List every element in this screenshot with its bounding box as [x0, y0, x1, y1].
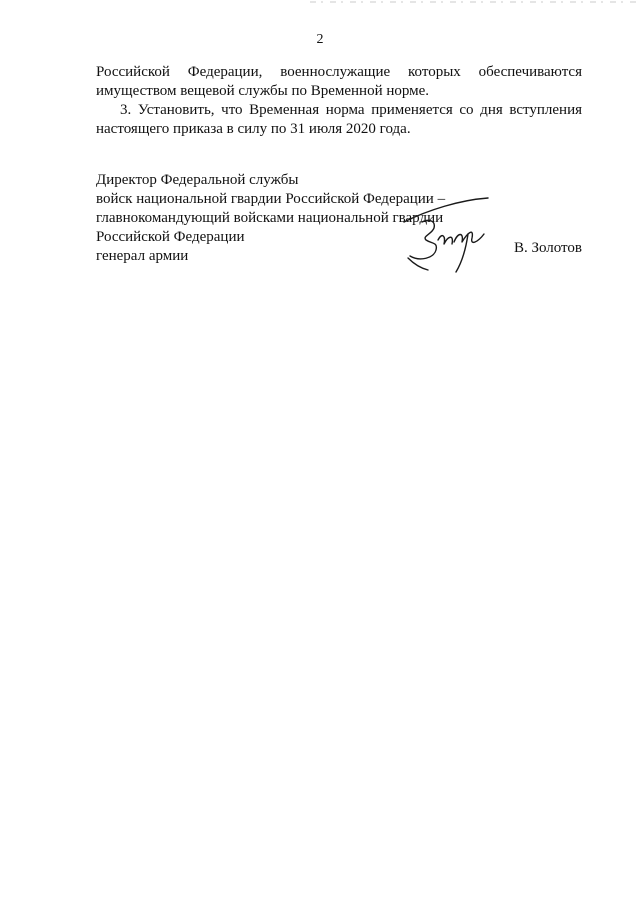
handwritten-signature	[398, 192, 498, 276]
body-text	[96, 63, 582, 139]
paragraph-1-line-2: имуществом вещевой службы по Временной норме.	[96, 83, 430, 99]
signer-title-line-2: войск национальной гвардии Российской Федерации –	[96, 191, 446, 207]
signer-rank: генерал армии	[96, 248, 189, 264]
paragraph-2-line-1: 3. Установить, что Временная норма применяется со дня вступления	[120, 102, 582, 118]
page-number: 2	[316, 32, 324, 47]
signer-title-line-3: главнокомандующий войсками национальной гвардии	[96, 210, 444, 226]
signer-title-line-4: Российской Федерации	[96, 229, 245, 245]
signature-block	[96, 171, 582, 266]
signer-title-line-1: Директор Федеральной службы	[96, 172, 299, 188]
paragraph-2-line-2: настоящего приказа в силу по 31 июля 2020 года.	[96, 121, 411, 137]
paragraph-1-line-1: Российской Федерации, военнослужащие которых обеспечиваются	[96, 64, 582, 80]
signer-name: В. Золотов	[513, 240, 582, 256]
scan-edge-artifact	[310, 0, 640, 6]
